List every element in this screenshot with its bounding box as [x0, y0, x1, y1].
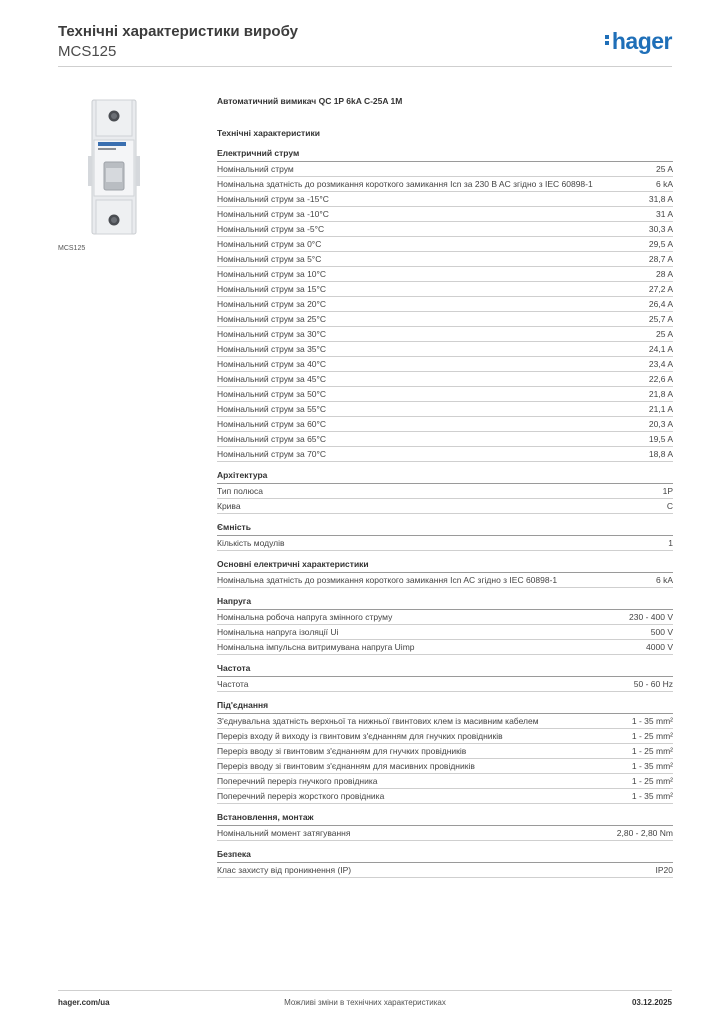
spec-row	[217, 237, 673, 252]
section-title: Безпека	[217, 849, 673, 863]
spec-value: 31,8 A	[648, 194, 673, 204]
page-header	[58, 22, 298, 61]
spec-label: Тип полюса	[217, 486, 263, 496]
spec-label: Номінальний струм за 5°C	[217, 254, 322, 264]
spec-label: Номінальний струм за 35°C	[217, 344, 327, 354]
spec-row	[217, 297, 673, 312]
spec-value: 6 kA	[655, 575, 673, 585]
spec-value: 1 - 25 mm²	[631, 731, 673, 741]
spec-label: Поперечний переріз гнучкого провідника	[217, 776, 378, 786]
page-title: Технічні характеристики виробу	[58, 23, 298, 40]
spec-row	[217, 536, 673, 551]
spec-row	[217, 192, 673, 207]
spec-row	[217, 610, 673, 625]
spec-label: Номінальний струм за 10°C	[217, 269, 327, 279]
section-title: Ємність	[217, 522, 673, 536]
spec-sections	[217, 148, 673, 878]
product-code: MCS125	[58, 43, 117, 60]
spec-label: Номінальний струм за 20°C	[217, 299, 327, 309]
header-divider	[58, 66, 672, 67]
product-name: Автоматичний вимикач QC 1P 6kA C-25A 1M	[217, 96, 403, 106]
spec-label: Крива	[217, 501, 241, 511]
spec-label: Переріз вводу зі гвинтовим з'єднанням для гнучких провідників	[217, 746, 467, 756]
spec-row	[217, 484, 673, 499]
spec-row	[217, 417, 673, 432]
spec-row	[217, 499, 673, 514]
spec-value: 21,8 A	[648, 389, 673, 399]
spec-row	[217, 714, 673, 729]
spec-label: Номінальний струм за 30°C	[217, 329, 327, 339]
spec-value: 25 A	[655, 164, 673, 174]
spec-label: З'єднувальна здатність верхньої та нижньої гвинтових клем із масивним кабелем	[217, 716, 539, 726]
spec-value: IP20	[655, 865, 673, 875]
spec-value: 29,5 A	[648, 239, 673, 249]
spec-label: Номінальний струм за 55°C	[217, 404, 327, 414]
spec-label: Номінальний струм	[217, 164, 294, 174]
spec-label: Номінальний струм за -5°C	[217, 224, 325, 234]
spec-label: Номінальна здатність до розмикання короткого замикання Icn AC згідно з IEC 60898-1	[217, 575, 558, 585]
spec-value: 27,2 A	[648, 284, 673, 294]
spec-section	[217, 470, 673, 514]
spec-row	[217, 447, 673, 462]
spec-value: 1 - 35 mm²	[631, 761, 673, 771]
spec-value: C	[666, 501, 673, 511]
spec-label: Переріз вводу зі гвинтовим з'єднанням для масивних провідників	[217, 761, 475, 771]
spec-label: Переріз входу й виходу із гвинтовим з'єднанням для гнучких провідників	[217, 731, 503, 741]
spec-section	[217, 849, 673, 878]
logo-text: hager	[611, 28, 672, 54]
spec-value: 22,6 A	[648, 374, 673, 384]
spec-section	[217, 812, 673, 841]
section-title: Частота	[217, 663, 673, 677]
spec-label: Кількість модулів	[217, 538, 285, 548]
spec-section	[217, 522, 673, 551]
spec-label: Номінальний струм за 70°C	[217, 449, 327, 459]
spec-label: Номінальний струм за -15°C	[217, 194, 329, 204]
spec-row	[217, 789, 673, 804]
spec-label: Номінальна напруга ізоляції Ui	[217, 627, 339, 637]
spec-row	[217, 207, 673, 222]
spec-value: 2,80 - 2,80 Nm	[616, 828, 673, 838]
circuit-breaker-icon	[58, 96, 200, 238]
spec-value: 26,4 A	[648, 299, 673, 309]
spec-label: Частота	[217, 679, 249, 689]
spec-label: Номінальний струм за 45°C	[217, 374, 327, 384]
spec-section	[217, 596, 673, 655]
spec-label: Номінальний струм за 15°C	[217, 284, 327, 294]
spec-row	[217, 863, 673, 878]
hager-logo	[605, 28, 672, 54]
image-caption: MCS125	[58, 245, 86, 252]
tech-heading: Технічні характеристики	[217, 128, 320, 138]
spec-row	[217, 387, 673, 402]
spec-label: Номінальний струм за -10°C	[217, 209, 329, 219]
spec-label: Номінальний момент затягування	[217, 828, 351, 838]
spec-value: 1	[668, 538, 673, 548]
footer-note: Можливі зміни в технічних характеристиках	[284, 998, 446, 1007]
spec-value: 4000 V	[646, 642, 673, 652]
spec-row	[217, 252, 673, 267]
spec-label: Номінальний струм за 60°C	[217, 419, 327, 429]
spec-section	[217, 663, 673, 692]
footer-divider	[58, 990, 672, 991]
spec-row	[217, 402, 673, 417]
spec-value: 21,1 A	[648, 404, 673, 414]
spec-label: Номінальний струм за 50°C	[217, 389, 327, 399]
spec-row	[217, 826, 673, 841]
spec-value: 31 A	[655, 209, 673, 219]
spec-row	[217, 357, 673, 372]
spec-label: Номінальний струм за 25°C	[217, 314, 327, 324]
spec-row	[217, 312, 673, 327]
spec-value: 18,8 A	[648, 449, 673, 459]
spec-row	[217, 162, 673, 177]
spec-value: 500 V	[650, 627, 673, 637]
logo-dots-icon	[605, 33, 610, 47]
spec-label: Номінальний струм за 0°C	[217, 239, 322, 249]
spec-value: 6 kA	[655, 179, 673, 189]
spec-row	[217, 342, 673, 357]
spec-row	[217, 267, 673, 282]
spec-content	[217, 96, 673, 886]
spec-label: Номінальна імпульсна витримувана напруга Uimp	[217, 642, 415, 652]
product-image	[58, 96, 200, 238]
footer-website[interactable]: hager.com/ua	[58, 998, 110, 1007]
spec-row	[217, 677, 673, 692]
spec-value: 20,3 A	[648, 419, 673, 429]
spec-value: 230 - 400 V	[629, 612, 673, 622]
spec-row	[217, 744, 673, 759]
spec-value: 24,1 A	[648, 344, 673, 354]
spec-value: 28 A	[655, 269, 673, 279]
spec-value: 1 - 25 mm²	[631, 746, 673, 756]
spec-row	[217, 729, 673, 744]
spec-value: 1 - 25 mm²	[631, 776, 673, 786]
spec-label: Номінальний струм за 65°C	[217, 434, 327, 444]
section-title: Встановлення, монтаж	[217, 812, 673, 826]
spec-section	[217, 559, 673, 588]
spec-value: 30,3 A	[648, 224, 673, 234]
spec-row	[217, 432, 673, 447]
spec-value: 50 - 60 Hz	[633, 679, 673, 689]
spec-value: 28,7 A	[648, 254, 673, 264]
section-title: Під'єднання	[217, 700, 673, 714]
spec-row	[217, 327, 673, 342]
spec-row	[217, 177, 673, 192]
spec-value: 1 - 35 mm²	[631, 791, 673, 801]
spec-label: Номінальна робоча напруга змінного струму	[217, 612, 393, 622]
spec-label: Поперечний переріз жорсткого провідника	[217, 791, 385, 801]
section-title: Напруга	[217, 596, 673, 610]
section-title: Основні електричні характеристики	[217, 559, 673, 573]
section-title: Архітектура	[217, 470, 673, 484]
spec-row	[217, 640, 673, 655]
spec-value: 19,5 A	[648, 434, 673, 444]
spec-label: Номінальна здатність до розмикання короткого замикання Icn за 230 B AC згідно з IEC 60898-1	[217, 179, 593, 189]
spec-value: 23,4 A	[648, 359, 673, 369]
spec-value: 1P	[662, 486, 673, 496]
footer-date: 03.12.2025	[631, 998, 672, 1007]
spec-row	[217, 774, 673, 789]
spec-value: 1 - 35 mm²	[631, 716, 673, 726]
spec-row	[217, 372, 673, 387]
spec-value: 25,7 A	[648, 314, 673, 324]
spec-value: 25 A	[655, 329, 673, 339]
section-title: Електричний струм	[217, 148, 673, 162]
spec-section	[217, 700, 673, 804]
spec-row	[217, 282, 673, 297]
spec-label: Клас захисту від проникнення (IP)	[217, 865, 352, 875]
spec-section	[217, 148, 673, 462]
spec-row	[217, 222, 673, 237]
spec-row	[217, 759, 673, 774]
spec-row	[217, 573, 673, 588]
spec-row	[217, 625, 673, 640]
spec-label: Номінальний струм за 40°C	[217, 359, 327, 369]
